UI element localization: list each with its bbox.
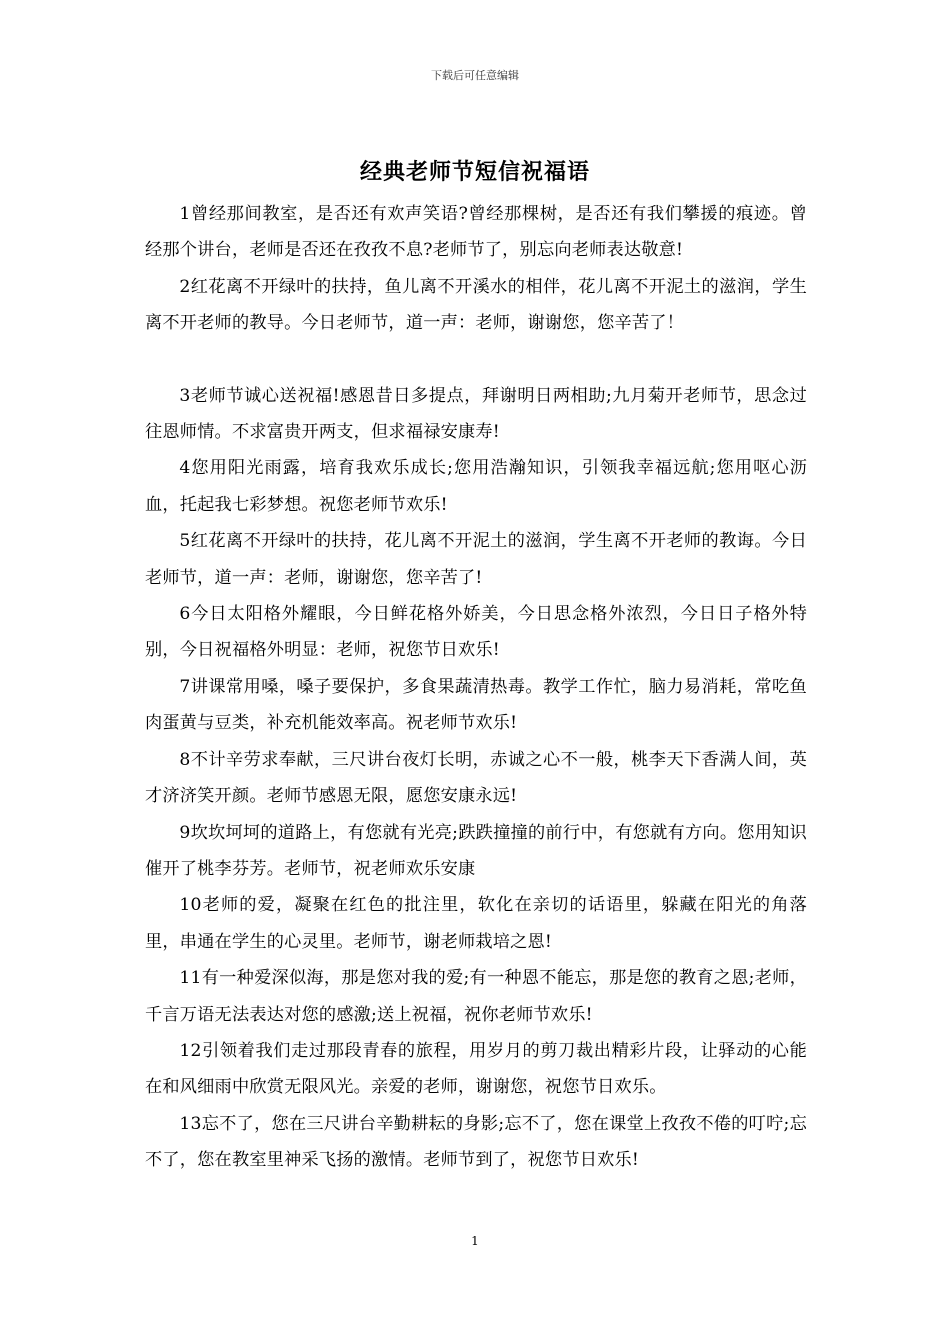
- page-number: 1: [471, 1234, 479, 1248]
- paragraph-4: 4您用阳光雨露，培育我欢乐成长;您用浩瀚知识，引领我幸福远航;您用呕心沥血，托起我七彩梦想。祝您老师节欢乐!: [145, 458, 807, 515]
- paragraph-8: 8不计辛劳求奉献，三尺讲台夜灯长明，赤诚之心不一般，桃李天下香满人间，英才济济笑开颜。老师节感恩无限，愿您安康永远!: [145, 749, 807, 807]
- paragraph-2: 2红花离不开绿叶的扶持，鱼儿离不开溪水的相伴，花儿离不开泥土的滋润，学生离不开老师的教导。今日老师节，道一声：老师，谢谢您，您辛苦了！: [145, 276, 807, 334]
- document-title: 经典老师节短信祝福语: [359, 159, 590, 185]
- paragraph-1: 1曾经那间教室，是否还有欢声笑语?曾经那棵树，是否还有我们攀援的痕迹。曾经那个讲台，老师是否还在孜孜不息?老师节了，别忘向老师表达敬意!: [145, 204, 807, 261]
- document-body: [145, 196, 807, 1179]
- paragraph-5: 5红花离不开绿叶的扶持，花儿离不开泥土的滋润，学生离不开老师的教诲。今日老师节，道一声：老师，谢谢您，您辛苦了!: [145, 531, 807, 588]
- paragraph-11: 11有一种爱深似海，那是您对我的爱;有一种恩不能忘，那是您的教育之恩;老师，千言万语无法表达对您的感激;送上祝福，祝你老师节欢乐!: [145, 968, 807, 1025]
- paragraph-6: 6今日太阳格外耀眼，今日鲜花格外娇美，今日思念格外浓烈，今日日子格外特别，今日祝福格外明显：老师，祝您节日欢乐!: [145, 604, 807, 661]
- paragraph-12: 12引领着我们走过那段青春的旅程，用岁月的剪刀裁出精彩片段，让驿动的心能在和风细雨中欣赏无限风光。亲爱的老师，谢谢您，祝您节日欢乐。: [145, 1040, 807, 1098]
- paragraph-9: 9坎坎坷坷的道路上，有您就有光亮;跌跌撞撞的前行中，有您就有方向。您用知识催开了桃李芬芳。老师节，祝老师欢乐安康: [145, 822, 807, 879]
- paragraph-3: 3老师节诚心送祝福!感恩昔日多提点，拜谢明日两相助;九月菊开老师节，思念过往恩师情。不求富贵开两支，但求福禄安康寿!: [145, 385, 807, 443]
- header-note: 下载后可任意编辑: [431, 69, 519, 82]
- paragraph-13: 13忘不了，您在三尺讲台辛勤耕耘的身影;忘不了，您在课堂上孜孜不倦的叮咛;忘不了，您在教室里神采飞扬的激情。老师节到了，祝您节日欢乐!: [145, 1113, 807, 1171]
- paragraph-10: 10老师的爱，凝聚在红色的批注里，软化在亲切的话语里，躲藏在阳光的角落里，串通在学生的心灵里。老师节，谢老师栽培之恩!: [145, 895, 807, 952]
- paragraph-7: 7讲课常用嗓，嗓子要保护，多食果蔬清热毒。教学工作忙，脑力易消耗，常吃鱼肉蛋黄与豆类，补充机能效率高。祝老师节欢乐!: [145, 676, 807, 734]
